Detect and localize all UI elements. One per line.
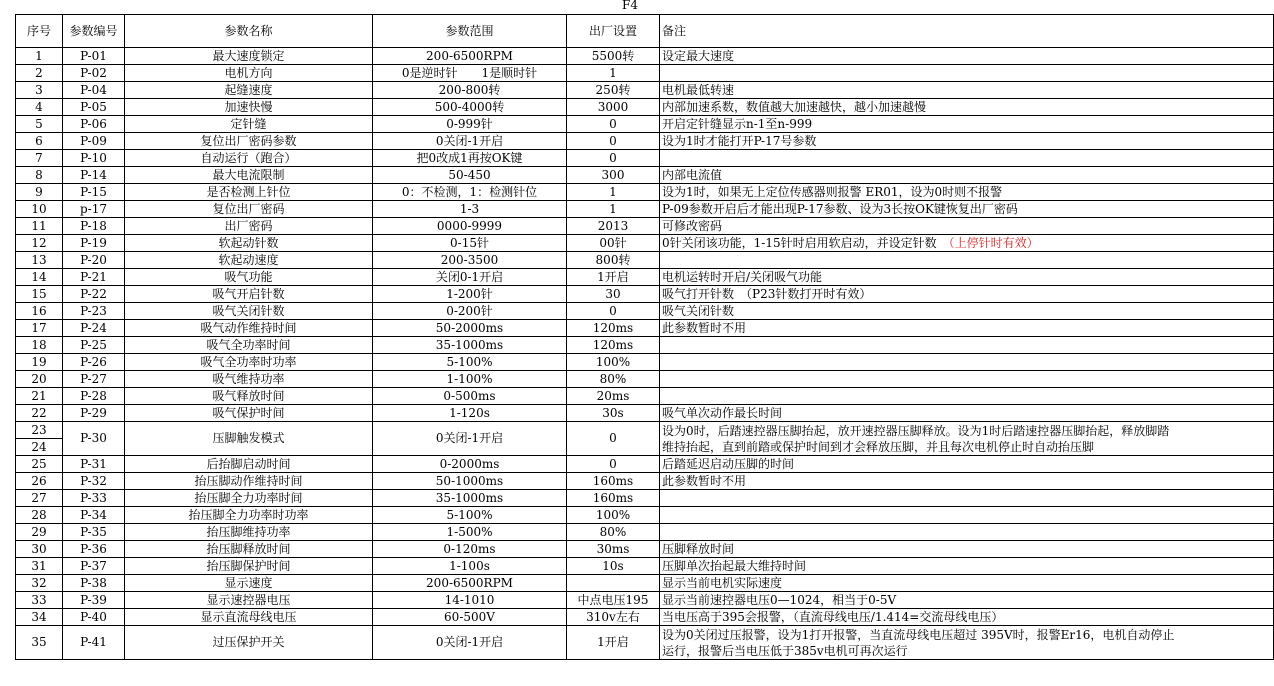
table-row xyxy=(16,184,1274,201)
cell-default: 100% xyxy=(567,507,660,524)
table-row xyxy=(16,626,1274,660)
cell-range: 50-1000ms xyxy=(373,473,567,490)
cell-name: 软起动针数 xyxy=(125,235,373,252)
cell-name: 软起动速度 xyxy=(125,252,373,269)
cell-note xyxy=(660,456,1274,473)
cell-note xyxy=(660,65,1274,82)
cell-default: 2013 xyxy=(567,218,660,235)
cell-default: 80% xyxy=(567,371,660,388)
cell-note xyxy=(660,490,1274,507)
cell-default: 30ms xyxy=(567,541,660,558)
table-row xyxy=(16,116,1274,133)
cell-default: 20ms xyxy=(567,388,660,405)
cell-code: P-21 xyxy=(63,269,125,286)
cell-name: 抬压脚释放时间 xyxy=(125,541,373,558)
cell-range: 0000-9999 xyxy=(373,218,567,235)
cell-range: 500-4000转 xyxy=(373,99,567,116)
cell-code: P-26 xyxy=(63,354,125,371)
cell-note xyxy=(660,575,1274,592)
header-no: 序号 xyxy=(16,15,63,48)
cell-note xyxy=(660,422,1274,456)
note-text: 电机运转时开启/关闭吸气功能 xyxy=(662,269,823,284)
cell-default: 100% xyxy=(567,354,660,371)
cell-code: P-33 xyxy=(63,490,125,507)
cell-range: 0是逆时针 1是顺时针 xyxy=(373,65,567,82)
cell-code: P-40 xyxy=(63,609,125,626)
cell-no: 17 xyxy=(16,320,63,337)
cell-default: 310v左右 xyxy=(567,609,660,626)
cell-range: 0：不检测，1：检测针位 xyxy=(373,184,567,201)
cell-code: P-38 xyxy=(63,575,125,592)
cell-name: 复位出厂密码参数 xyxy=(125,133,373,150)
cell-default: 120ms xyxy=(567,320,660,337)
cell-name: 复位出厂密码 xyxy=(125,201,373,218)
cell-range: 5-100% xyxy=(373,354,567,371)
cell-name: 显示直流母线电压 xyxy=(125,609,373,626)
cell-name: 吸气维持功率 xyxy=(125,371,373,388)
cell-default: 1 xyxy=(567,201,660,218)
cell-code: P-36 xyxy=(63,541,125,558)
cell-name: 最大电流限制 xyxy=(125,167,373,184)
cell-name: 最大速度锁定 xyxy=(125,48,373,65)
cell-code: P-29 xyxy=(63,405,125,422)
cell-note xyxy=(660,286,1274,303)
cell-note xyxy=(660,473,1274,490)
cell-note xyxy=(660,184,1274,201)
cell-name: 吸气开启针数 xyxy=(125,286,373,303)
cell-no: 31 xyxy=(16,558,63,575)
cell-range: 0-500ms xyxy=(373,388,567,405)
cell-code: P-06 xyxy=(63,116,125,133)
cell-range: 0-200针 xyxy=(373,303,567,320)
table-row xyxy=(16,592,1274,609)
cell-no: 9 xyxy=(16,184,63,201)
cell-no: 25 xyxy=(16,456,63,473)
cell-no: 26 xyxy=(16,473,63,490)
cell-note xyxy=(660,303,1274,320)
cell-note xyxy=(660,269,1274,286)
note-text: 内部加速系数，数值越大加速越快，越小加速越慢 xyxy=(662,99,927,114)
cell-code: P-28 xyxy=(63,388,125,405)
cell-name: 吸气保护时间 xyxy=(125,405,373,422)
cell-name: 自动运行（跑合） xyxy=(125,150,373,167)
cell-default: 10s xyxy=(567,558,660,575)
cell-name: 电机方向 xyxy=(125,65,373,82)
note-line: 设为0关闭过压报警，设为1打开报警，当直流母线电压超过 395V时，报警Er16，电机自动停止 xyxy=(662,627,1175,642)
table-row xyxy=(16,371,1274,388)
table-row xyxy=(16,150,1274,167)
cell-default: 1开启 xyxy=(567,626,660,660)
cell-code: P-41 xyxy=(63,626,125,660)
cell-no: 6 xyxy=(16,133,63,150)
cell-note xyxy=(660,116,1274,133)
cell-range: 1-100s xyxy=(373,558,567,575)
cell-default: 0 xyxy=(567,303,660,320)
cell-no: 11 xyxy=(16,218,63,235)
cell-code: P-19 xyxy=(63,235,125,252)
cell-code: P-14 xyxy=(63,167,125,184)
table-row xyxy=(16,99,1274,116)
cell-no: 5 xyxy=(16,116,63,133)
note-text: 吸气打开针数 （P23针数打开时有效） xyxy=(662,286,872,301)
note-highlight: （上停针时有效） xyxy=(948,235,1039,250)
cell-note xyxy=(660,48,1274,65)
table-row xyxy=(16,65,1274,82)
cell-note xyxy=(660,99,1274,116)
cell-note xyxy=(660,507,1274,524)
cell-no: 18 xyxy=(16,337,63,354)
cell-note xyxy=(660,541,1274,558)
cell-name: 抬压脚全力功率时间 xyxy=(125,490,373,507)
cell-range: 1-500% xyxy=(373,524,567,541)
cell-code: P-27 xyxy=(63,371,125,388)
cell-no: 1 xyxy=(16,48,63,65)
cell-range: 35-1000ms xyxy=(373,490,567,507)
cell-note xyxy=(660,201,1274,218)
note-text: 设为1时才能打开P-17号参数 xyxy=(662,133,817,148)
cell-range: 把0改成1再按OK键 xyxy=(373,150,567,167)
cell-note xyxy=(660,82,1274,99)
cell-default: 0 xyxy=(567,422,660,456)
cell-code: P-18 xyxy=(63,218,125,235)
cell-note xyxy=(660,337,1274,354)
table-row xyxy=(16,490,1274,507)
cell-no: 24 xyxy=(16,439,63,456)
cell-code: P-04 xyxy=(63,82,125,99)
table-row xyxy=(16,48,1274,65)
cell-note xyxy=(660,592,1274,609)
cell-range: 200-6500RPM xyxy=(373,48,567,65)
cell-name: 吸气释放时间 xyxy=(125,388,373,405)
cell-default: 30s xyxy=(567,405,660,422)
cell-name: 加速快慢 xyxy=(125,99,373,116)
table-row xyxy=(16,558,1274,575)
cell-range: 0-999针 xyxy=(373,116,567,133)
table-row xyxy=(16,405,1274,422)
sheet-label: F4 xyxy=(622,0,638,12)
table-row xyxy=(16,575,1274,592)
note-text: 吸气单次动作最长时间 xyxy=(662,405,783,420)
cell-code: P-30 xyxy=(63,422,125,456)
cell-code: P-22 xyxy=(63,286,125,303)
cell-default: 00针 xyxy=(567,235,660,252)
cell-code: P-23 xyxy=(63,303,125,320)
table-row xyxy=(16,422,1274,439)
cell-default: 0 xyxy=(567,116,660,133)
cell-no: 32 xyxy=(16,575,63,592)
cell-name: 吸气全功率时间 xyxy=(125,337,373,354)
note-line: 运行，报警后当电压低于385v电机可再次运行 xyxy=(662,643,908,658)
cell-range: 50-450 xyxy=(373,167,567,184)
cell-default: 3000 xyxy=(567,99,660,116)
cell-note xyxy=(660,218,1274,235)
cell-no: 3 xyxy=(16,82,63,99)
note-text: 显示当前速控器电压0—1024，相当于0-5V xyxy=(662,592,897,607)
table-row xyxy=(16,133,1274,150)
cell-name: 吸气全功率时功率 xyxy=(125,354,373,371)
note-text: 电机最低转速 xyxy=(662,82,735,97)
cell-name: 吸气功能 xyxy=(125,269,373,286)
cell-name: 过压保护开关 xyxy=(125,626,373,660)
cell-name: 吸气关闭针数 xyxy=(125,303,373,320)
cell-code: P-05 xyxy=(63,99,125,116)
note-text: P-09参数开启后才能出现P-17参数、设为3长按OK键恢复出厂密码 xyxy=(662,201,1018,216)
table-row xyxy=(16,286,1274,303)
cell-range: 0-15针 xyxy=(373,235,567,252)
cell-code: p-17 xyxy=(63,201,125,218)
cell-code: P-20 xyxy=(63,252,125,269)
cell-name: 显示速度 xyxy=(125,575,373,592)
cell-range: 1-100% xyxy=(373,371,567,388)
table-row xyxy=(16,609,1274,626)
cell-name: 起缝速度 xyxy=(125,82,373,99)
note-text: 压脚单次抬起最大维持时间 xyxy=(662,558,807,573)
cell-range: 50-2000ms xyxy=(373,320,567,337)
cell-note xyxy=(660,371,1274,388)
cell-no: 16 xyxy=(16,303,63,320)
cell-name: 显示速控器电压 xyxy=(125,592,373,609)
cell-range: 35-1000ms xyxy=(373,337,567,354)
cell-default xyxy=(567,575,660,592)
cell-note xyxy=(660,150,1274,167)
cell-name: 定针缝 xyxy=(125,116,373,133)
note-text: 显示当前电机实际速度 xyxy=(662,575,783,590)
cell-default: 1 xyxy=(567,184,660,201)
cell-name: 后抬脚启动时间 xyxy=(125,456,373,473)
note-text: 可修改密码 xyxy=(662,218,723,233)
cell-no: 13 xyxy=(16,252,63,269)
header-default: 出厂设置 xyxy=(567,15,660,48)
note-text: 0针关闭该功能，1-15针时启用软启动，并设定针数 xyxy=(662,235,949,250)
header-range: 参数范围 xyxy=(373,15,567,48)
cell-name: 出厂密码 xyxy=(125,218,373,235)
cell-no: 30 xyxy=(16,541,63,558)
cell-default: 250转 xyxy=(567,82,660,99)
cell-no: 34 xyxy=(16,609,63,626)
table-row xyxy=(16,320,1274,337)
cell-range: 200-6500RPM xyxy=(373,575,567,592)
note-text: 压脚释放时间 xyxy=(662,541,735,556)
cell-default: 1 xyxy=(567,65,660,82)
cell-no: 10 xyxy=(16,201,63,218)
cell-name: 抬压脚保护时间 xyxy=(125,558,373,575)
table-row xyxy=(16,252,1274,269)
cell-note xyxy=(660,405,1274,422)
cell-range: 0-2000ms xyxy=(373,456,567,473)
cell-range: 14-1010 xyxy=(373,592,567,609)
cell-no: 2 xyxy=(16,65,63,82)
table-row xyxy=(16,456,1274,473)
cell-code: P-02 xyxy=(63,65,125,82)
cell-default: 160ms xyxy=(567,490,660,507)
cell-code: P-34 xyxy=(63,507,125,524)
cell-default: 30 xyxy=(567,286,660,303)
cell-range: 0-120ms xyxy=(373,541,567,558)
cell-note xyxy=(660,133,1274,150)
note-text: 吸气关闭针数 xyxy=(662,303,735,318)
table-row xyxy=(16,269,1274,286)
cell-code: P-37 xyxy=(63,558,125,575)
cell-no: 33 xyxy=(16,592,63,609)
cell-no: 7 xyxy=(16,150,63,167)
note-text: 当电压高于395会报警，（直流母线电压/1.414=交流母线电压） xyxy=(662,609,1004,624)
cell-note xyxy=(660,388,1274,405)
table-row xyxy=(16,167,1274,184)
cell-default: 160ms xyxy=(567,473,660,490)
header-code: 参数编号 xyxy=(63,15,125,48)
cell-default: 中点电压195 xyxy=(567,592,660,609)
table-row xyxy=(16,82,1274,99)
header-note: 备注 xyxy=(660,15,1274,48)
cell-range: 1-200针 xyxy=(373,286,567,303)
cell-no: 21 xyxy=(16,388,63,405)
cell-no: 19 xyxy=(16,354,63,371)
cell-note xyxy=(660,558,1274,575)
cell-note xyxy=(660,626,1274,660)
cell-default: 0 xyxy=(567,456,660,473)
cell-note xyxy=(660,609,1274,626)
note-line: 维持抬起，直到前踏或保护时间到才会释放压脚，并且每次电机停止时自动抬压脚 xyxy=(662,439,1095,454)
table-row xyxy=(16,303,1274,320)
note-text: 此参数暂时不用 xyxy=(662,320,747,335)
cell-code: P-39 xyxy=(63,592,125,609)
cell-no: 27 xyxy=(16,490,63,507)
cell-range: 关闭0-1开启 xyxy=(373,269,567,286)
table-row xyxy=(16,337,1274,354)
cell-range: 5-100% xyxy=(373,507,567,524)
cell-code: P-31 xyxy=(63,456,125,473)
note-text: 设定最大速度 xyxy=(662,48,735,63)
cell-code: P-09 xyxy=(63,133,125,150)
cell-range: 1-3 xyxy=(373,201,567,218)
cell-default: 800转 xyxy=(567,252,660,269)
cell-range: 0关闭-1开启 xyxy=(373,133,567,150)
cell-note xyxy=(660,167,1274,184)
note-line: 设为0时，后踏速控器压脚抬起，放开速控器压脚释放。设为1时后踏速控器压脚抬起，释放脚踏 xyxy=(662,423,1170,438)
parameter-table xyxy=(15,14,1274,660)
cell-range: 0关闭-1开启 xyxy=(373,626,567,660)
cell-range: 200-3500 xyxy=(373,252,567,269)
note-text: 内部电流值 xyxy=(662,167,723,182)
cell-no: 28 xyxy=(16,507,63,524)
cell-no: 14 xyxy=(16,269,63,286)
cell-note xyxy=(660,524,1274,541)
cell-default: 0 xyxy=(567,133,660,150)
cell-name: 压脚触发模式 xyxy=(125,422,373,456)
header-name: 参数名称 xyxy=(125,15,373,48)
cell-name: 抬压脚动作维持时间 xyxy=(125,473,373,490)
table-row xyxy=(16,524,1274,541)
cell-note xyxy=(660,354,1274,371)
cell-note xyxy=(660,252,1274,269)
table-row xyxy=(16,201,1274,218)
cell-name: 是否检测上针位 xyxy=(125,184,373,201)
cell-default: 120ms xyxy=(567,337,660,354)
note-text: 开启定针缝显示n-1至n-999 xyxy=(662,116,813,131)
table-row xyxy=(16,473,1274,490)
note-text: 此参数暂时不用 xyxy=(662,473,747,488)
cell-no: 20 xyxy=(16,371,63,388)
cell-no: 23 xyxy=(16,422,63,439)
cell-name: 抬压脚维持功率 xyxy=(125,524,373,541)
cell-code: P-01 xyxy=(63,48,125,65)
table-row xyxy=(16,507,1274,524)
cell-code: P-15 xyxy=(63,184,125,201)
cell-name: 抬压脚全力功率时功率 xyxy=(125,507,373,524)
table-row xyxy=(16,354,1274,371)
cell-note xyxy=(660,320,1274,337)
cell-no: 29 xyxy=(16,524,63,541)
table-row xyxy=(16,388,1274,405)
cell-default: 0 xyxy=(567,150,660,167)
cell-default: 80% xyxy=(567,524,660,541)
cell-no: 35 xyxy=(16,626,63,660)
cell-default: 1开启 xyxy=(567,269,660,286)
cell-default: 5500转 xyxy=(567,48,660,65)
cell-range: 60-500V xyxy=(373,609,567,626)
note-text: 设为1时，如果无上定位传感器则报警 ER01，设为0时则不报警 xyxy=(662,184,1003,199)
cell-code: P-10 xyxy=(63,150,125,167)
cell-no: 4 xyxy=(16,99,63,116)
cell-name: 吸气动作维持时间 xyxy=(125,320,373,337)
table-row xyxy=(16,235,1274,252)
cell-no: 8 xyxy=(16,167,63,184)
cell-no: 12 xyxy=(16,235,63,252)
cell-code: P-32 xyxy=(63,473,125,490)
cell-range: 1-120s xyxy=(373,405,567,422)
table-row xyxy=(16,541,1274,558)
cell-no: 22 xyxy=(16,405,63,422)
cell-code: P-35 xyxy=(63,524,125,541)
cell-code: P-25 xyxy=(63,337,125,354)
cell-range: 0关闭-1开启 xyxy=(373,422,567,456)
cell-code: P-24 xyxy=(63,320,125,337)
cell-range: 200-800转 xyxy=(373,82,567,99)
note-text: 后踏延迟启动压脚的时间 xyxy=(662,456,795,471)
cell-note xyxy=(660,235,1274,252)
table-header-row xyxy=(16,15,1274,48)
cell-no: 15 xyxy=(16,286,63,303)
table-row xyxy=(16,218,1274,235)
cell-default: 300 xyxy=(567,167,660,184)
